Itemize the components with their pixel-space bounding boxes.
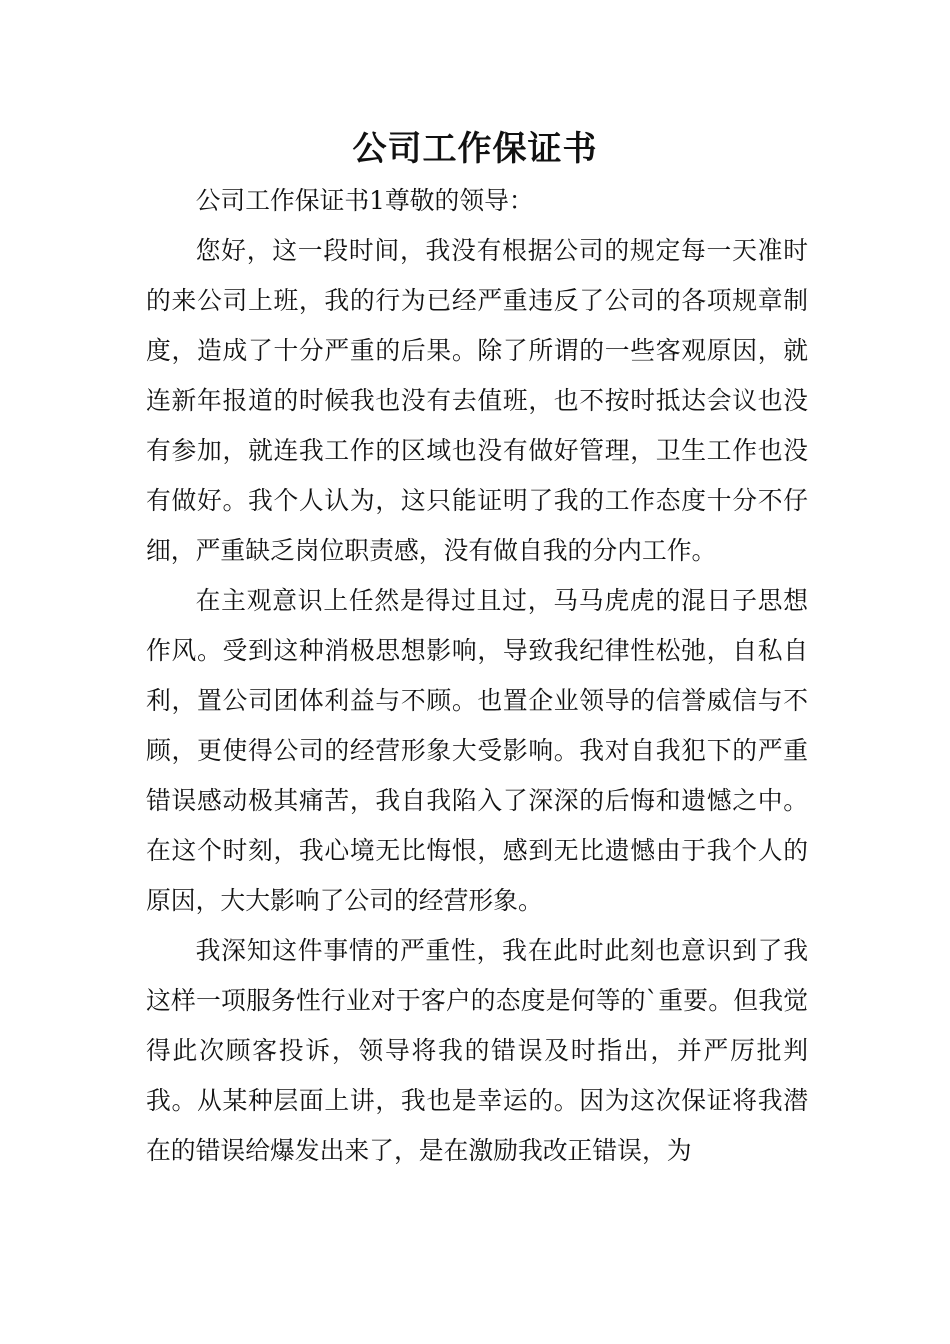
document-title: 公司工作保证书	[352, 129, 598, 169]
paragraph: 我深知这件事情的严重性，我在此时此刻也意识到了我这样一项服务性行业对于客户的态度是何等的`重要。但我觉得此次顾客投诉，领导将我的错误及时指出，并严厉批判我。从某种层面上讲，我也是幸运的。因为这次保证将我潜在的错误给爆发出来了，是在激励我改正错误，为	[146, 936, 808, 1165]
paragraph-salutation: 公司工作保证书1尊敬的领导：	[195, 186, 534, 215]
paragraph: 您好，这一段时间，我没有根据公司的规定每一天准时的来公司上班，我的行为已经严重违反了公司的各项规章制度，造成了十分严重的后果。除了所谓的一些客观原因，就连新年报道的时候我也没有去值班，也不按时抵达会议也没有参加，就连我工作的区域也没有做好管理，卫生工作也没有做好。我个人认为，这只能证明了我的工作态度十分不仔细，严重缺乏岗位职责感，没有做自我的分内工作。	[146, 236, 808, 565]
document-body	[146, 176, 808, 1176]
paragraph: 在主观意识上任然是得过且过，马马虎虎的混日子思想作风。受到这种消极思想影响，导致我纪律性松弛，自私自利，置公司团体利益与不顾。也置企业领导的信誉威信与不顾，更使得公司的经营形象大受影响。我对自我犯下的严重错误感动极其痛苦，我自我陷入了深深的后悔和遗憾之中。在这个时刻，我心境无比悔恨，感到无比遗憾由于我个人的原因，大大影响了公司的经营形象。	[146, 586, 808, 915]
